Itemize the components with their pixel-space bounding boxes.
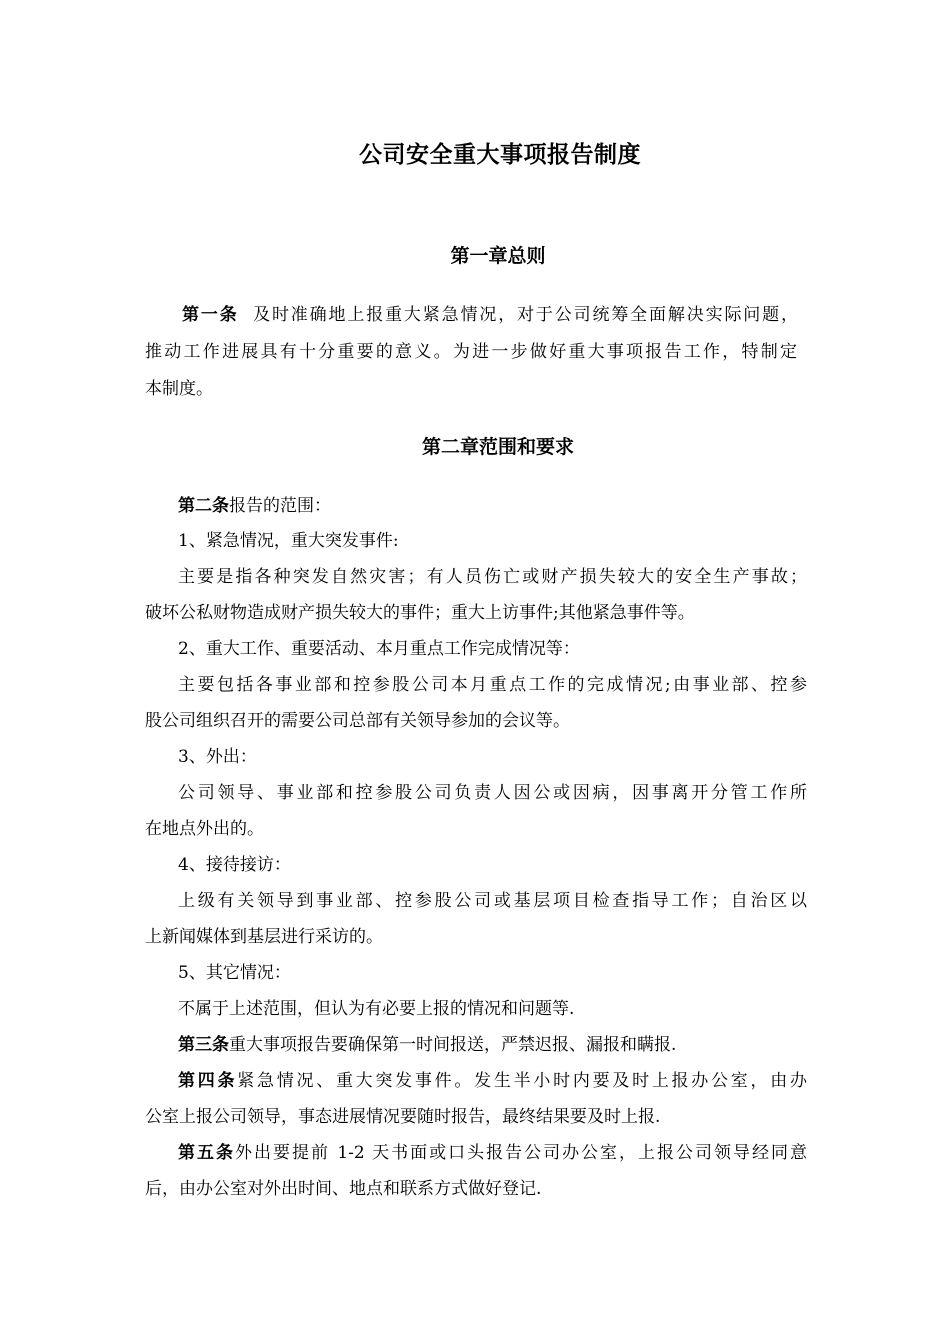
item-5-line-1: 不属于上述范围，但认为有必要上报的情况和问题等. (178, 999, 575, 1019)
item-5-title: 5、其它情况： (178, 963, 291, 983)
article-5-line-2: 后，由办公室对外出时间、地点和联系方式做好登记. (145, 1179, 542, 1199)
item-3-line-2: 在地点外出的。 (145, 819, 264, 839)
article-1-line-1 (182, 303, 798, 327)
article-1-line-3: 本制度。 (145, 379, 213, 399)
item-4-line-1: 上级有关领导到事业部、控参股公司或基层项目检查指导工作；自治区以 (178, 891, 807, 911)
article-4-label: 第四条 (178, 1071, 238, 1091)
article-1-text: 及时准确地上报重大紧急情况，对于公司统筹全面解决实际问题， (253, 305, 799, 325)
document-title: 公司安全重大事项报告制度 (359, 141, 641, 168)
article-3-label: 第三条 (178, 1035, 229, 1055)
item-2-line-1: 主要包括各事业部和控参股公司本月重点工作的完成情况;由事业部、控参 (178, 675, 807, 695)
chapter-2-heading: 第二章范围和要求 (421, 436, 574, 458)
item-2-line-2: 股公司组织召开的需要公司总部有关领导参加的会议等。 (145, 711, 570, 731)
article-1-line-2: 推动工作进展具有十分重要的意义。为进一步做好重大事项报告工作，特制定 (145, 342, 797, 362)
article-4-text: 紧急情况、重大突发事件。发生半小时内要及时上报办公室，由办 (237, 1071, 808, 1091)
article-5-line-1 (178, 1141, 807, 1165)
article-4-line-1 (178, 1069, 807, 1093)
item-4-title: 4、接待接访： (178, 855, 291, 875)
item-3-title: 3、外出： (178, 747, 257, 767)
article-2-text: 报告的范围： (229, 496, 331, 516)
article-3-text: 重大事项报告要确保第一时间报送，严禁迟报、漏报和瞒报. (229, 1035, 677, 1055)
item-1-line-2: 破坏公私财物造成财产损失较大的事件；重大上访事件;其他紧急事件等。 (145, 603, 695, 623)
item-1-line-1: 主要是指各种突发自然灾害；有人员伤亡或财产损失较大的安全生产事故； (178, 567, 807, 587)
article-2-label: 第二条 (178, 496, 229, 516)
article-1-label: 第一条 (182, 305, 239, 325)
chapter-1-heading: 第一章总则 (450, 245, 546, 267)
item-2-title: 2、重大工作、重要活动、本月重点工作完成情况等： (178, 639, 580, 659)
article-2-line (178, 494, 331, 518)
item-1-title: 1、紧急情况，重大突发事件: (178, 531, 399, 551)
item-3-line-1: 公司领导、事业部和控参股公司负责人因公或因病，因事离开分管工作所 (178, 783, 807, 803)
article-5-text: 外出要提前 1-2 天书面或口头报告公司办公室，上报公司领导经同意 (234, 1143, 807, 1163)
article-5-label: 第五条 (178, 1143, 235, 1163)
article-4-line-2: 公室上报公司领导，事态进展情况要随时报告，最终结果要及时上报. (145, 1107, 661, 1127)
article-3-line (178, 1033, 676, 1057)
item-4-line-2: 上新闻媒体到基层进行采访的。 (145, 927, 383, 947)
